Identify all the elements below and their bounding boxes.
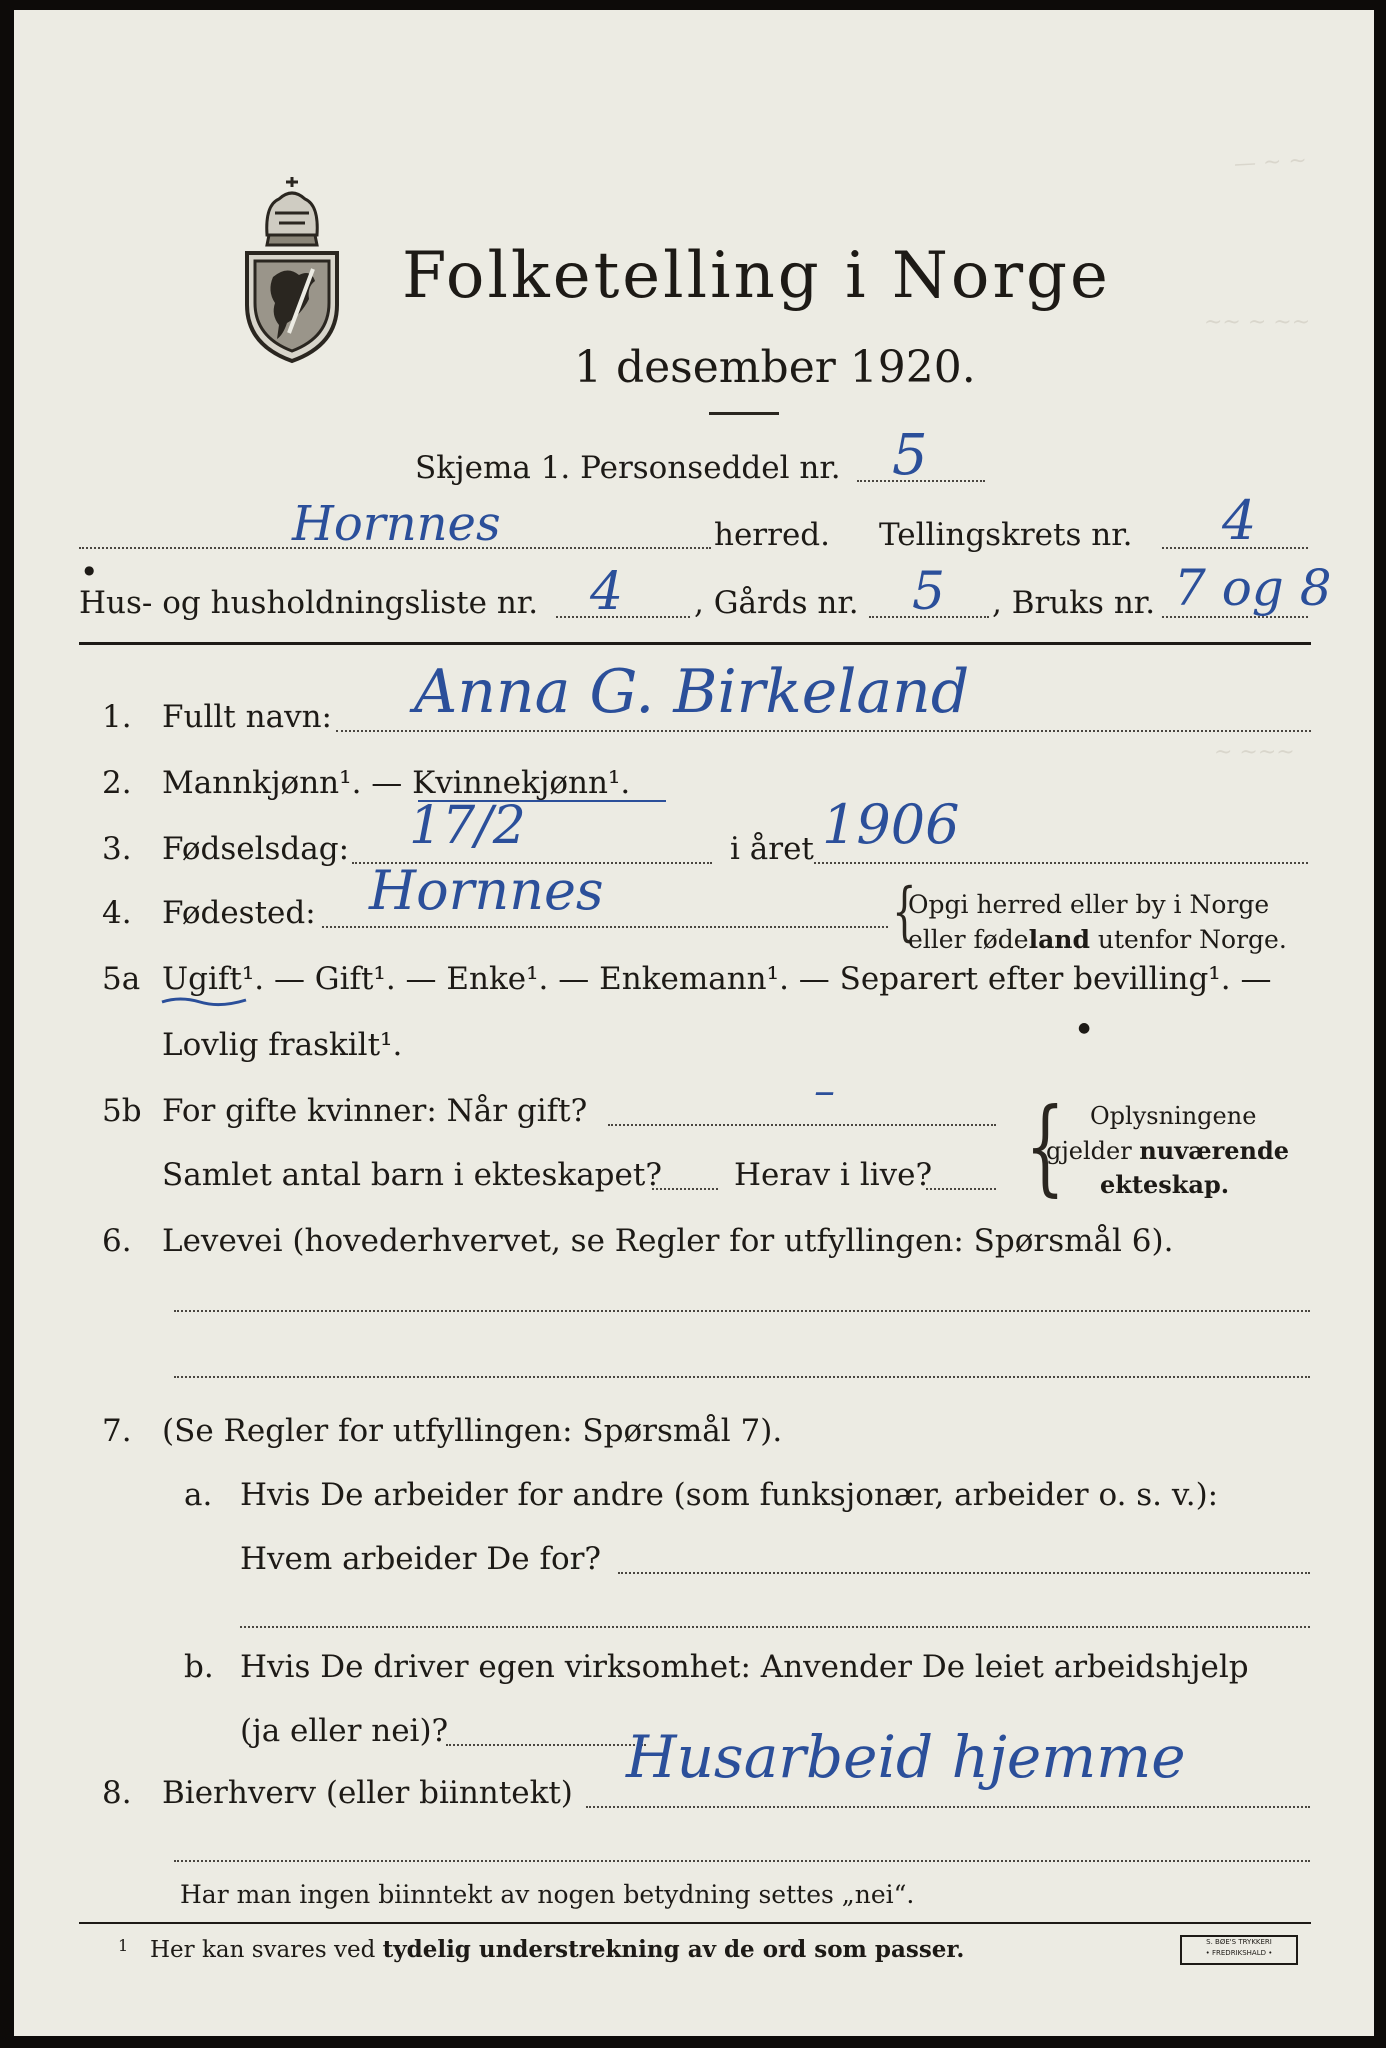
header-divider <box>79 642 1311 645</box>
q5a-underline-ugift <box>160 994 250 1008</box>
q7a-employer-field-line[interactable] <box>618 1572 1310 1574</box>
bleed-through-mark: ~ ~~~ <box>1214 740 1295 765</box>
husliste-label: Hus- og husholdningsliste nr. <box>79 585 539 621</box>
q4-birthplace-field-line <box>322 926 888 928</box>
q7b-hired-help-field-line[interactable] <box>446 1744 646 1746</box>
q1-full-name-value[interactable]: Anna G. Birkeland <box>414 657 970 727</box>
q5b-note-line-2: gjelder nuværende <box>1046 1136 1290 1165</box>
q5a-fraskilt-option: Lovlig fraskilt¹. <box>162 1027 403 1063</box>
q5b-number: 5b <box>102 1093 142 1129</box>
q5b-children-field-line <box>652 1188 718 1190</box>
q7-number: 7. <box>102 1413 132 1449</box>
coat-of-arms-icon <box>229 165 355 365</box>
q7a-field-line-2[interactable] <box>240 1626 1310 1628</box>
q5a-number: 5a <box>102 961 141 997</box>
tellingskrets-value[interactable]: 4 <box>1222 489 1257 552</box>
q6-field-line-1[interactable] <box>174 1310 1310 1312</box>
q5b-married-field-line <box>608 1124 996 1126</box>
printer-stamp: S. BØE'S TRYKKERI • FREDRIKSHALD • <box>1180 1935 1298 1965</box>
q3-birthdate-value[interactable]: 17/2 <box>409 796 526 856</box>
q6-number: 6. <box>102 1223 132 1259</box>
bleed-through-mark: — ~ ~ <box>1233 148 1308 177</box>
q1-label: Fullt navn: <box>162 699 332 735</box>
q5b-married-label: For gifte kvinner: Når gift? <box>162 1093 588 1129</box>
bleed-through-mark: ~~ ~ ~~ <box>1204 310 1311 335</box>
gards-value[interactable]: 5 <box>912 562 946 622</box>
bruks-label: , Bruks nr. <box>992 585 1156 621</box>
q5b-married-value[interactable]: – <box>814 1066 835 1115</box>
q4-note-brace: { <box>892 875 917 949</box>
q6-label: Levevei (hovederhvervet, se Regler for utfyllingen: Spørsmål 6). <box>162 1223 1174 1259</box>
q3-label: Fødselsdag: <box>162 831 350 867</box>
q8-number: 8. <box>102 1775 132 1811</box>
q5b-alive-field-line <box>926 1188 996 1190</box>
margin-dot: ● <box>84 563 95 577</box>
herred-label: herred. <box>714 517 830 553</box>
q3-year-value[interactable]: 1906 <box>822 793 960 856</box>
footnote-mark: 1 <box>118 1936 129 1955</box>
skjema-label: Skjema 1. Personseddel nr. <box>415 450 841 486</box>
census-date: 1 desember 1920. <box>574 342 976 393</box>
q4-note-line-2: eller fødeland utenfor Norge. <box>908 925 1287 954</box>
q8-side-income-value[interactable]: Husarbeid hjemme <box>626 1723 1186 1791</box>
q7b-hired-help-label: (ja eller nei)? <box>240 1713 449 1749</box>
bruks-value[interactable]: 7 og 8 <box>1174 559 1332 617</box>
footnote-text: Her kan svares ved tydelig understrekning av de ord som passer. <box>150 1936 965 1963</box>
q7a-label: Hvis De arbeider for andre (som funksjonær, arbeider o. s. v.): <box>240 1477 1219 1513</box>
tellingskrets-label: Tellingskrets nr. <box>879 517 1133 553</box>
q8-field-line-2[interactable] <box>174 1860 1310 1862</box>
q4-birthplace-value[interactable]: Hornnes <box>369 859 604 922</box>
q7a-letter: a. <box>184 1477 213 1513</box>
footer-divider <box>79 1922 1311 1924</box>
stray-ink-dot: ● <box>1078 1020 1091 1036</box>
q2-number: 2. <box>102 765 132 801</box>
q5a-marital-options: Ugift¹. — Gift¹. — Enke¹. — Enkemann¹. — Separert efter bevilling¹. — <box>162 961 1272 997</box>
q4-number: 4. <box>102 895 132 931</box>
q7b-label: Hvis De driver egen virksomhet: Anvender De leiet arbeidshjelp <box>240 1649 1249 1685</box>
q3-year-label: i året <box>730 831 814 867</box>
herred-value[interactable]: Hornnes <box>292 496 501 552</box>
q1-field-line <box>336 730 1311 732</box>
q4-note-line-1: Opgi herred eller by i Norge <box>908 890 1270 919</box>
q5b-note-line-3: ekteskap. <box>1100 1170 1230 1199</box>
q8-note: Har man ingen biinntekt av nogen betydning settes „nei“. <box>180 1880 915 1909</box>
q1-number: 1. <box>102 699 132 735</box>
q5b-alive-label: Herav i live? <box>734 1157 933 1193</box>
q3-number: 3. <box>102 831 132 867</box>
form-title: Folketelling i Norge <box>402 239 1111 313</box>
q2-gender-options: Mannkjønn¹. — Kvinnekjønn¹. <box>162 765 631 801</box>
q8-side-income-field-line <box>586 1806 1310 1808</box>
q7b-letter: b. <box>184 1649 214 1685</box>
q7a-employer-label: Hvem arbeider De for? <box>240 1541 602 1577</box>
q6-field-line-2[interactable] <box>174 1376 1310 1378</box>
census-form-sheet <box>14 10 1374 2036</box>
q5b-note-line-1: Oplysningene <box>1090 1102 1257 1130</box>
gards-label: , Gårds nr. <box>694 585 859 621</box>
personseddel-value[interactable]: 5 <box>892 423 928 488</box>
husliste-value[interactable]: 4 <box>590 562 624 622</box>
q8-label: Bierhverv (eller biinntekt) <box>162 1775 573 1811</box>
q4-label: Fødested: <box>162 895 316 931</box>
q5b-children-label: Samlet antal barn i ekteskapet? <box>162 1157 662 1193</box>
q5b-note-brace: { <box>1025 1085 1065 1207</box>
q3-year-field-line <box>814 862 1308 864</box>
title-divider <box>709 412 779 415</box>
q7-label: (Se Regler for utfyllingen: Spørsmål 7). <box>162 1413 783 1449</box>
